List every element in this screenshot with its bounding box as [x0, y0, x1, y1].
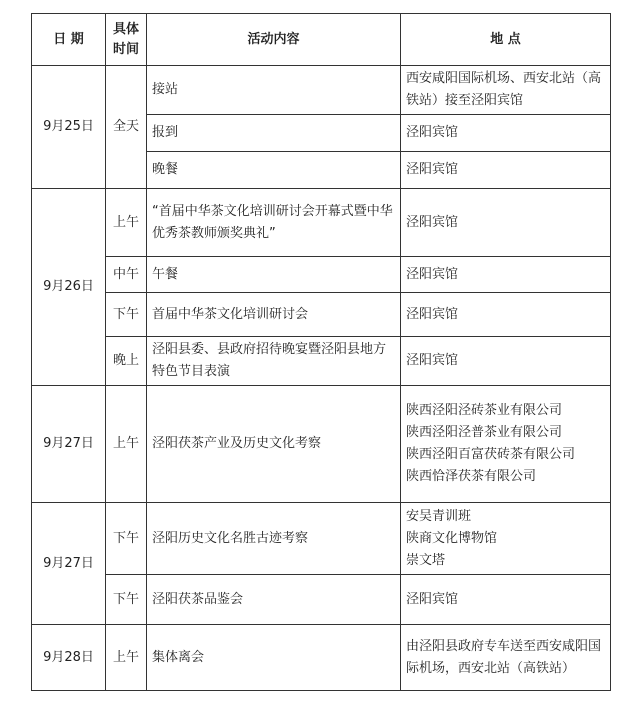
- header-activity: 活动内容: [147, 14, 401, 66]
- location-cell: 泾阳宾馆: [401, 257, 611, 293]
- table-row: [32, 66, 611, 115]
- activity-cell: 接站: [147, 66, 401, 115]
- date-cell: 9月27日: [32, 503, 106, 625]
- activity-cell: 午餐: [147, 257, 401, 293]
- date-cell: 9月25日: [32, 66, 106, 189]
- location-cell: 泾阳宾馆: [401, 115, 611, 152]
- table-row: [32, 257, 611, 293]
- time-cell: 全天: [106, 66, 147, 189]
- header-date: 日 期: [32, 14, 106, 66]
- date-cell: 9月28日: [32, 625, 106, 691]
- location-line: 陕西泾阳百富茯砖茶有限公司: [406, 447, 576, 462]
- location-cell: 西安咸阳国际机场、西安北站（高铁站）接至泾阳宾馆: [401, 66, 611, 115]
- time-cell: 下午: [106, 575, 147, 625]
- location-cell: 由泾阳县政府专车送至西安咸阳国际机场，西安北站（高铁站）: [401, 625, 611, 691]
- activity-cell: 报到: [147, 115, 401, 152]
- table-row: [32, 625, 611, 691]
- time-cell: 下午: [106, 293, 147, 337]
- table-row: [32, 575, 611, 625]
- location-line: 崇文塔: [406, 552, 446, 568]
- activity-cell: 泾阳县委、县政府招待晚宴暨泾阳县地方特色节目表演: [147, 337, 401, 386]
- activity-cell: 集体离会: [147, 625, 401, 691]
- activity-cell: 首届中华茶文化培训研讨会: [147, 293, 401, 337]
- location-line: 陕西恰泽茯茶有限公司: [406, 469, 537, 484]
- time-cell: 上午: [106, 189, 147, 257]
- date-cell: 9月27日: [32, 386, 106, 503]
- location-cell: 泾阳宾馆: [401, 575, 611, 625]
- location-cell: [401, 386, 611, 503]
- time-cell: 上午: [106, 625, 147, 691]
- location-cell: 泾阳宾馆: [401, 189, 611, 257]
- table-row: [32, 503, 611, 575]
- location-line: 陕西泾阳泾普茶业有限公司: [406, 425, 563, 440]
- header-time: 具体时间: [106, 14, 147, 66]
- location-cell: 泾阳宾馆: [401, 293, 611, 337]
- schedule-table: [31, 13, 611, 691]
- time-cell: 中午: [106, 257, 147, 293]
- location-cell: [401, 503, 611, 575]
- location-cell: 泾阳宾馆: [401, 337, 611, 386]
- location-line: 安吴青训班: [406, 508, 472, 524]
- activity-cell: “首届中华茶文化培训研讨会开幕式暨中华优秀茶教师颁奖典礼”: [147, 189, 401, 257]
- activity-cell: 泾阳茯茶品鉴会: [147, 575, 401, 625]
- table-row: [32, 189, 611, 257]
- table-row: [32, 293, 611, 337]
- location-line: 陕商文化博物馆: [406, 530, 498, 546]
- activity-cell: 泾阳历史文化名胜古迹考察: [147, 503, 401, 575]
- table-row: [32, 337, 611, 386]
- time-cell: 上午: [106, 386, 147, 503]
- location-cell: 泾阳宾馆: [401, 152, 611, 189]
- date-cell: 9月26日: [32, 189, 106, 386]
- location-line: 陕西泾阳泾砖茶业有限公司: [406, 403, 563, 418]
- activity-cell: 泾阳茯茶产业及历史文化考察: [147, 386, 401, 503]
- time-cell: 晚上: [106, 337, 147, 386]
- table-row: [32, 386, 611, 503]
- activity-cell: 晚餐: [147, 152, 401, 189]
- header-row: [32, 14, 611, 66]
- time-cell: 下午: [106, 503, 147, 575]
- header-location: 地 点: [401, 14, 611, 66]
